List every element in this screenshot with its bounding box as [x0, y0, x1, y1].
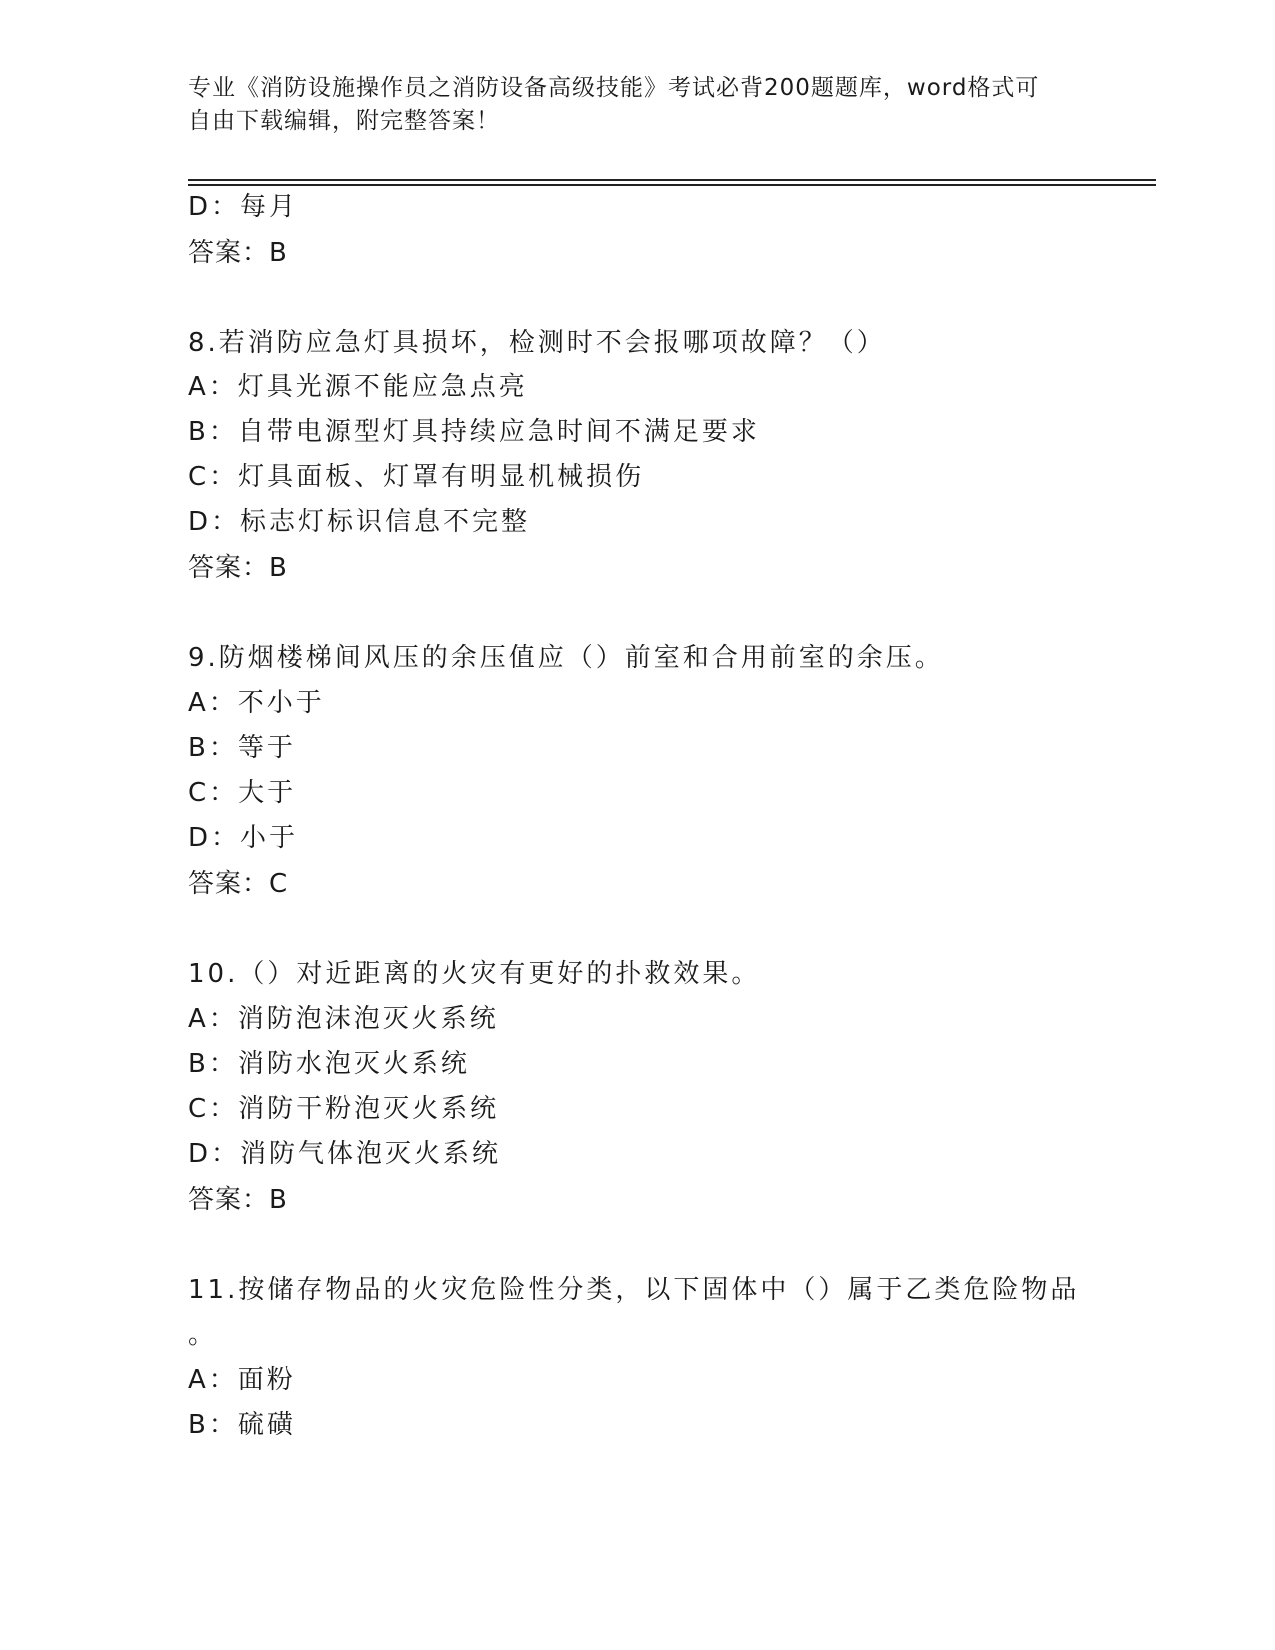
q9-option-a: A：不小于 [188, 688, 325, 718]
q7-answer: 答案：B [188, 238, 288, 268]
q10-option-d: D：消防气体泡灭火系统 [188, 1139, 502, 1169]
q9-stem: 9.防烟楼梯间风压的余压值应（）前室和合用前室的余压。 [188, 643, 944, 673]
q8-stem: 8.若消防应急灯具损坏，检测时不会报哪项故障？（） [188, 328, 886, 358]
q10-option-a: A：消防泡沫泡灭火系统 [188, 1004, 499, 1034]
document-header [188, 72, 1068, 138]
header-line-2: 自由下载编辑，附完整答案！ [188, 108, 500, 134]
q9-answer: 答案：C [188, 869, 289, 899]
q11-stem-line-1: 11.按储存物品的火灾危险性分类，以下固体中（）属于乙类危险物品 [188, 1275, 1080, 1305]
q7-option-d: D：每月 [188, 192, 299, 222]
header-divider-top [188, 179, 1156, 181]
q8-answer: 答案：B [188, 553, 288, 583]
q10-stem: 10.（）对近距离的火灾有更好的扑救效果。 [188, 959, 761, 989]
q9-option-c: C：大于 [188, 778, 297, 808]
q8-option-d: D：标志灯标识信息不完整 [188, 507, 531, 537]
q8-option-b: B：自带电源型灯具持续应急时间不满足要求 [188, 417, 760, 447]
q11-option-a: A：面粉 [188, 1365, 296, 1395]
q10-answer: 答案：B [188, 1185, 288, 1215]
q10-option-b: B：消防水泡灭火系统 [188, 1049, 470, 1079]
header-divider-bottom [188, 184, 1156, 186]
q8-option-c: C：灯具面板、灯罩有明显机械损伤 [188, 462, 645, 492]
q8-option-a: A：灯具光源不能应急点亮 [188, 372, 528, 402]
q10-option-c: C：消防干粉泡灭火系统 [188, 1094, 500, 1124]
q11-option-b: B：硫磺 [188, 1410, 296, 1440]
header-line-1: 专业《消防设施操作员之消防设备高级技能》考试必背200题题库，word格式可 [188, 75, 1040, 101]
q9-option-d: D：小于 [188, 823, 299, 853]
q11-stem-line-2: 。 [188, 1320, 218, 1350]
q9-option-b: B：等于 [188, 733, 296, 763]
